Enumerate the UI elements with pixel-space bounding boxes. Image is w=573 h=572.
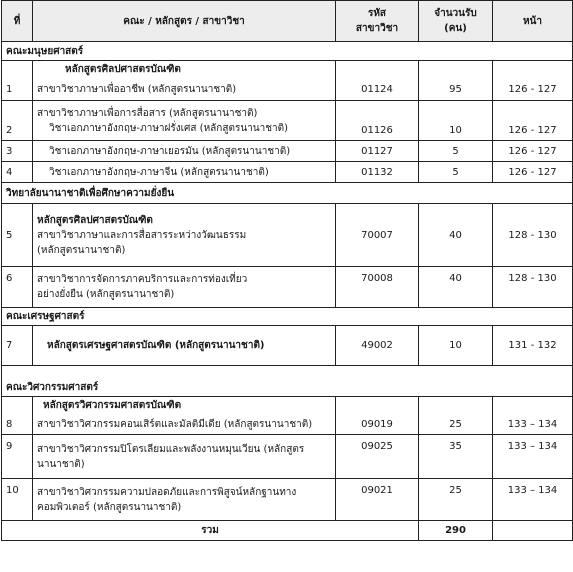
total-empty: [493, 521, 573, 541]
faculty-name: คณะวิศวกรรมศาสตร์: [2, 380, 573, 397]
faculty-row: [2, 183, 573, 204]
row-name: สาขาวิชาวิศวกรรมปิโตรเลียมและพลังงานหมุนเวียน (หลักสูตร นานาชาติ): [33, 435, 336, 479]
row-quota: 35: [419, 435, 493, 479]
row-page: 131 - 132: [493, 326, 573, 366]
row-name: วิชาเอกภาษาอังกฤษ-ภาษาเยอรมัน (หลักสูตรนานาชาติ): [33, 141, 336, 162]
faculty-row: [2, 42, 573, 61]
row-name: สาขาวิชาวิศวกรรมความปลอดภัยและการพิสูจน์หลักฐานทาง คอมพิวเตอร์ (หลักสูตรนานาชาติ): [33, 479, 336, 521]
row-quota: 5: [419, 162, 493, 183]
row-quota: 25: [419, 415, 493, 435]
row-no: 1: [2, 79, 33, 101]
row-quota: 5: [419, 141, 493, 162]
faculty-name: วิทยาลัยนานาชาติเพื่อศึกษาความยั่งยืน: [2, 183, 573, 204]
row-code: 01127: [336, 141, 419, 162]
row-name: สาขาวิชาวิศวกรรมคอนเสิร์ตและมัลติมีเดีย (หลักสูตรนานาชาติ): [33, 415, 336, 435]
row-quota: 25: [419, 479, 493, 521]
row-code: 01132: [336, 162, 419, 183]
row-quota: 40: [419, 267, 493, 308]
table-row: [2, 267, 573, 308]
faculty-name: คณะเศรษฐศาสตร์: [2, 308, 573, 326]
row-no: 9: [2, 435, 33, 479]
faculty-row: [2, 380, 573, 397]
total-value: 290: [419, 521, 493, 541]
row-code: 09021: [336, 479, 419, 521]
header-page: หน้า: [493, 1, 573, 42]
row-no: 8: [2, 415, 33, 435]
program-table: [1, 0, 573, 541]
table-row: [2, 204, 573, 267]
row-code: 70008: [336, 267, 419, 308]
row-page: 133 – 134: [493, 415, 573, 435]
row-no: 4: [2, 162, 33, 183]
row-quota: 10: [419, 101, 493, 141]
table-row: [2, 162, 573, 183]
table-row: [2, 101, 573, 141]
row-code: 09025: [336, 435, 419, 479]
row-page: 128 - 130: [493, 267, 573, 308]
row-quota: 10: [419, 326, 493, 366]
row-no: 5: [2, 204, 33, 267]
faculty-name: คณะมนุษยศาสตร์: [2, 42, 573, 61]
row-no: 3: [2, 141, 33, 162]
header-no: ที่: [2, 1, 33, 42]
table-row: [2, 141, 573, 162]
table-row: [2, 435, 573, 479]
table-row: [2, 415, 573, 435]
row-name: วิชาเอกภาษาอังกฤษ-ภาษาจีน (หลักสูตรนานาชาติ): [33, 162, 336, 183]
row-name: หลักสูตรเศรษฐศาสตรบัณฑิต (หลักสูตรนานาชาติ): [33, 326, 336, 366]
header-row: [2, 1, 573, 42]
row-name: สาขาวิชาการจัดการภาคบริการและการท่องเที่ยว อย่างยั่งยืน (หลักสูตรนานาชาติ): [33, 267, 336, 308]
program-name: หลักสูตรวิศวกรรมศาสตรบัณฑิต: [33, 397, 336, 415]
table-row: [2, 79, 573, 101]
program-name: หลักสูตรศิลปศาสตรบัณฑิต: [33, 61, 336, 79]
row-code: 01124: [336, 79, 419, 101]
row-page: 126 - 127: [493, 141, 573, 162]
row-no: 10: [2, 479, 33, 521]
row-code: 09019: [336, 415, 419, 435]
row-page: 128 - 130: [493, 204, 573, 267]
spacer-row: [2, 366, 573, 380]
header-code: รหัส สาขาวิชา: [336, 1, 419, 42]
row-page: 126 - 127: [493, 101, 573, 141]
row-name: สาขาวิชาภาษาเพื่ออาชีพ (หลักสูตรนานาชาติ): [33, 79, 336, 101]
row-code: 70007: [336, 204, 419, 267]
program-row: [2, 61, 573, 79]
total-label: รวม: [2, 521, 419, 541]
row-quota: 95: [419, 79, 493, 101]
row-code: 49002: [336, 326, 419, 366]
row-name: สาขาวิชาภาษาเพื่อการสื่อสาร (หลักสูตรนานาชาติ) วิชาเอกภาษาอังกฤษ-ภาษาฝรั่งเศส (หลักสูตรนานาชาติ): [33, 101, 336, 141]
row-quota: 40: [419, 204, 493, 267]
row-no: 2: [2, 101, 33, 141]
total-row: [2, 521, 573, 541]
table-row: [2, 479, 573, 521]
table-row: [2, 326, 573, 366]
program-row: [2, 397, 573, 415]
row-page: 126 - 127: [493, 162, 573, 183]
faculty-row: [2, 308, 573, 326]
row-page: 133 – 134: [493, 435, 573, 479]
row-code: 01126: [336, 101, 419, 141]
header-quota: จำนวนรับ (คน): [419, 1, 493, 42]
row-page: 133 – 134: [493, 479, 573, 521]
row-name: หลักสูตรศิลปศาสตรบัณฑิต สาขาวิชาภาษาและการสื่อสารระหว่างวัฒนธรรม (หลักสูตรนานาชาติ): [33, 204, 336, 267]
header-faculty: คณะ / หลักสูตร / สาขาวิชา: [33, 1, 336, 42]
row-no: 6: [2, 267, 33, 308]
row-page: 126 - 127: [493, 79, 573, 101]
row-no: 7: [2, 326, 33, 366]
